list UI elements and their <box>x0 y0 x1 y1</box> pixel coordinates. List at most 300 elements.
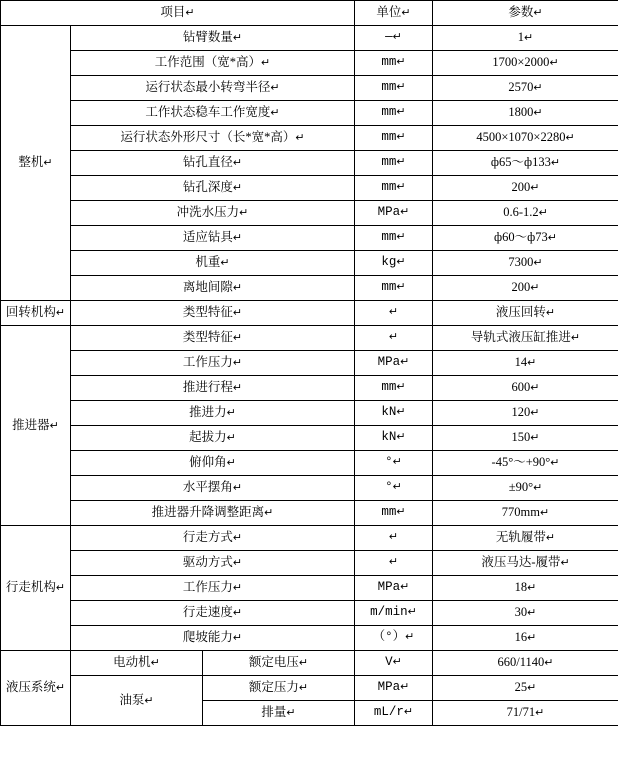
paragraph-mark: ↵ <box>232 582 243 595</box>
row-item-text: 工作压力 <box>182 580 233 595</box>
paragraph-mark: ↵ <box>232 632 243 645</box>
table-row <box>1 126 618 151</box>
table-row <box>1 351 618 376</box>
row-item <box>71 151 355 176</box>
row-item-text: 推进器升降调整距离 <box>151 505 265 520</box>
paragraph-mark: ↵ <box>150 657 160 670</box>
row-unit-text: ° <box>385 480 393 495</box>
paragraph-mark: ↵ <box>400 681 410 694</box>
paragraph-mark: ↵ <box>264 507 274 520</box>
paragraph-mark: ↵ <box>232 157 243 170</box>
group-label <box>1 26 71 301</box>
row-param-text: 7300 <box>508 255 534 270</box>
row-unit <box>355 26 433 51</box>
row-unit <box>355 201 433 226</box>
row-item <box>203 676 355 701</box>
row-param <box>433 701 618 726</box>
row-unit-text: mm <box>381 105 397 120</box>
paragraph-mark: ↵ <box>388 556 399 569</box>
row-item <box>71 76 355 101</box>
paragraph-mark: ↵ <box>298 682 309 695</box>
row-item <box>71 326 355 351</box>
row-unit <box>355 401 433 426</box>
group-label-text: 回转机构 <box>5 305 56 320</box>
table-row <box>1 176 618 201</box>
group-label-text: 推进器 <box>12 417 50 432</box>
row-param <box>433 451 618 476</box>
table-row <box>1 226 618 251</box>
row-item <box>71 576 355 601</box>
row-unit <box>355 701 433 726</box>
table-row <box>1 476 618 501</box>
row-unit <box>355 126 433 151</box>
row-param-text: 600 <box>511 380 531 395</box>
row-param-text: ф60～ф73 <box>494 230 548 245</box>
paragraph-mark: ↵ <box>392 456 402 469</box>
row-item-text: 运行状态最小转弯半径 <box>145 80 271 95</box>
row-param <box>433 426 618 451</box>
paragraph-mark: ↵ <box>547 232 557 245</box>
group-label-text: 液压系统 <box>5 680 56 695</box>
row-unit <box>355 251 433 276</box>
row-unit <box>355 51 433 76</box>
paragraph-mark: ↵ <box>527 582 537 595</box>
row-unit <box>355 551 433 576</box>
paragraph-mark: ↵ <box>405 631 415 644</box>
row-param <box>433 676 618 701</box>
header-unit-text: 单位 <box>376 5 402 20</box>
row-item-text: 冲洗水压力 <box>176 205 240 220</box>
row-unit-text: ° <box>385 455 393 470</box>
row-unit <box>355 101 433 126</box>
paragraph-mark: ↵ <box>530 182 540 195</box>
row-item <box>71 551 355 576</box>
paragraph-mark: ↵ <box>396 381 406 394</box>
row-item-text: 类型特征 <box>182 305 233 320</box>
table-row <box>1 251 618 276</box>
paragraph-mark: ↵ <box>232 607 243 620</box>
row-item-text: 爬坡能力 <box>182 630 233 645</box>
row-item <box>71 426 355 451</box>
table-row <box>1 401 618 426</box>
row-unit-text: mm <box>381 380 397 395</box>
paragraph-mark: ↵ <box>226 432 236 445</box>
row-param <box>433 326 618 351</box>
row-unit-text: mm <box>381 180 397 195</box>
row-unit <box>355 426 433 451</box>
table-row <box>1 651 618 676</box>
row-unit <box>355 76 433 101</box>
row-item-text: 水平摆角 <box>182 480 233 495</box>
row-param-text: 18 <box>514 580 528 595</box>
row-item-text: 类型特征 <box>182 330 233 345</box>
row-unit <box>355 651 433 676</box>
row-item <box>71 126 355 151</box>
paragraph-mark: ↵ <box>232 482 243 495</box>
paragraph-mark: ↵ <box>232 357 243 370</box>
paragraph-mark: ↵ <box>527 607 537 620</box>
row-unit-text: mm <box>381 130 397 145</box>
row-param-text: 无轨履带 <box>495 530 546 545</box>
paragraph-mark: ↵ <box>545 307 556 320</box>
row-item-text: 行走速度 <box>182 605 233 620</box>
table-row <box>1 601 618 626</box>
paragraph-mark: ↵ <box>396 406 406 419</box>
table-row <box>1 301 618 326</box>
row-item <box>71 26 355 51</box>
paragraph-mark: ↵ <box>533 7 543 20</box>
paragraph-mark: ↵ <box>530 407 540 420</box>
paragraph-mark: ↵ <box>400 356 410 369</box>
row-param-text: 1 <box>517 30 525 45</box>
paragraph-mark: ↵ <box>403 706 414 719</box>
paragraph-mark: ↵ <box>232 532 243 545</box>
row-unit-text: — <box>385 30 393 45</box>
row-item <box>71 451 355 476</box>
row-unit <box>355 451 433 476</box>
header-unit <box>355 1 433 26</box>
row-param <box>433 376 618 401</box>
table-body <box>1 1 618 726</box>
paragraph-mark: ↵ <box>185 7 195 20</box>
row-unit <box>355 476 433 501</box>
table-row <box>1 151 618 176</box>
row-param <box>433 276 618 301</box>
row-item <box>71 226 355 251</box>
row-unit <box>355 601 433 626</box>
row-item-text: 推进行程 <box>182 380 233 395</box>
row-item-text: 钻孔深度 <box>182 180 233 195</box>
paragraph-mark: ↵ <box>232 382 243 395</box>
paragraph-mark: ↵ <box>388 531 399 544</box>
row-param <box>433 551 618 576</box>
paragraph-mark: ↵ <box>530 432 540 445</box>
row-param-text: 4500×1070×2280 <box>476 130 566 145</box>
row-param <box>433 126 618 151</box>
paragraph-mark: ↵ <box>220 257 230 270</box>
paragraph-mark: ↵ <box>388 331 399 344</box>
paragraph-mark: ↵ <box>239 207 249 220</box>
paragraph-mark: ↵ <box>401 7 411 20</box>
paragraph-mark: ↵ <box>55 682 66 695</box>
paragraph-mark: ↵ <box>43 157 53 170</box>
row-param-text: 660/1140 <box>497 655 545 670</box>
row-item <box>71 176 355 201</box>
row-unit <box>355 301 433 326</box>
row-unit <box>355 351 433 376</box>
paragraph-mark: ↵ <box>388 306 399 319</box>
row-param <box>433 626 618 651</box>
row-param <box>433 201 618 226</box>
table-row <box>1 326 618 351</box>
row-param <box>433 226 618 251</box>
row-param-text: 30 <box>514 605 528 620</box>
row-item-text: 推进力 <box>189 405 227 420</box>
row-param-text: 0.6-1.2 <box>503 205 539 220</box>
row-unit <box>355 276 433 301</box>
paragraph-mark: ↵ <box>530 382 540 395</box>
row-param-text: ±90° <box>508 480 534 495</box>
row-param <box>433 651 618 676</box>
row-unit-text: mm <box>381 80 397 95</box>
paragraph-mark: ↵ <box>392 481 402 494</box>
row-unit-text: mm <box>381 230 397 245</box>
paragraph-mark: ↵ <box>527 357 537 370</box>
row-item <box>71 526 355 551</box>
row-param-text: 14 <box>514 355 528 370</box>
row-item <box>71 351 355 376</box>
table-row <box>1 576 618 601</box>
paragraph-mark: ↵ <box>55 582 66 595</box>
paragraph-mark: ↵ <box>533 482 543 495</box>
row-param-text: 液压马达-履带 <box>481 555 561 570</box>
row-item-text: 驱动方式 <box>182 555 233 570</box>
row-param-text: 16 <box>514 630 528 645</box>
paragraph-mark: ↵ <box>232 232 243 245</box>
row-param <box>433 301 618 326</box>
table-row <box>1 26 618 51</box>
row-unit-text: kN <box>381 430 397 445</box>
group-label <box>1 301 71 326</box>
row-param-text: 导轨式液压缸推进 <box>470 330 571 345</box>
row-item <box>71 51 355 76</box>
header-item-text: 项目 <box>160 5 186 20</box>
row-item <box>71 601 355 626</box>
row-item <box>71 101 355 126</box>
table-row <box>1 101 618 126</box>
paragraph-mark: ↵ <box>550 457 560 470</box>
row-item-text: 俯仰角 <box>189 455 227 470</box>
paragraph-mark: ↵ <box>527 682 537 695</box>
paragraph-mark: ↵ <box>298 657 309 670</box>
row-unit <box>355 626 433 651</box>
paragraph-mark: ↵ <box>407 606 417 619</box>
row-item <box>71 201 355 226</box>
row-param <box>433 251 618 276</box>
table-row <box>1 551 618 576</box>
paragraph-mark: ↵ <box>226 407 236 420</box>
row-item <box>71 476 355 501</box>
paragraph-mark: ↵ <box>270 82 280 95</box>
row-item-text: 额定压力 <box>248 680 299 695</box>
paragraph-mark: ↵ <box>396 256 406 269</box>
row-unit <box>355 676 433 701</box>
row-unit-text: kN <box>381 405 397 420</box>
paragraph-mark: ↵ <box>538 207 548 220</box>
row-unit-text: mm <box>381 55 397 70</box>
row-item-text: 适应钻具 <box>182 230 233 245</box>
row-param <box>433 176 618 201</box>
row-unit-text: MPa <box>377 205 401 220</box>
row-item-text: 额定电压 <box>248 655 299 670</box>
paragraph-mark: ↵ <box>286 707 296 720</box>
paragraph-mark: ↵ <box>524 32 534 45</box>
row-item-text: 工作状态稳车工作宽度 <box>145 105 271 120</box>
row-param-text: ф65～ф133 <box>490 155 551 170</box>
paragraph-mark: ↵ <box>396 181 406 194</box>
paragraph-mark: ↵ <box>530 282 540 295</box>
header-param-text: 参数 <box>508 5 534 20</box>
group-label <box>1 326 71 526</box>
row-item-text: 工作压力 <box>182 355 233 370</box>
row-unit-text: m/min <box>370 605 408 620</box>
row-param <box>433 76 618 101</box>
row-item-text: 机重 <box>195 255 221 270</box>
row-item <box>203 651 355 676</box>
row-item <box>71 276 355 301</box>
row-unit <box>355 326 433 351</box>
row-unit-text: mm <box>381 155 397 170</box>
row-item-text: 起拔力 <box>189 430 227 445</box>
row-item <box>71 401 355 426</box>
paragraph-mark: ↵ <box>392 656 402 669</box>
table-row <box>1 426 618 451</box>
subgroup-label-text: 油泵 <box>119 692 145 707</box>
header-item <box>1 1 355 26</box>
paragraph-mark: ↵ <box>550 157 561 170</box>
row-unit <box>355 226 433 251</box>
row-unit <box>355 526 433 551</box>
table-row <box>1 76 618 101</box>
paragraph-mark: ↵ <box>544 657 554 670</box>
paragraph-mark: ↵ <box>396 431 406 444</box>
row-unit <box>355 376 433 401</box>
subgroup-label-text: 电动机 <box>113 655 151 670</box>
table-header-row <box>1 1 618 26</box>
row-item <box>71 626 355 651</box>
row-param-text: 2570 <box>508 80 534 95</box>
paragraph-mark: ↵ <box>49 419 59 432</box>
paragraph-mark: ↵ <box>232 307 243 320</box>
row-param-text: 1700×2000 <box>492 55 550 70</box>
row-param-text: -45°～+90° <box>491 455 551 470</box>
row-item <box>71 301 355 326</box>
row-item <box>71 501 355 526</box>
paragraph-mark: ↵ <box>545 532 556 545</box>
row-item-text: 运行状态外形尺寸（长*宽*高） <box>120 130 296 145</box>
row-unit-text: V <box>385 655 393 670</box>
row-unit <box>355 151 433 176</box>
paragraph-mark: ↵ <box>400 581 410 594</box>
row-item-text: 离地间隙 <box>182 280 233 295</box>
row-param <box>433 26 618 51</box>
group-label <box>1 651 71 726</box>
table-row <box>1 451 618 476</box>
row-param <box>433 101 618 126</box>
table-row <box>1 501 618 526</box>
row-unit <box>355 501 433 526</box>
row-param <box>433 401 618 426</box>
paragraph-mark: ↵ <box>232 282 243 295</box>
row-param-text: 200 <box>511 180 531 195</box>
row-unit-text: MPa <box>377 580 401 595</box>
row-unit-text: mm <box>381 505 397 520</box>
row-unit-text: （°） <box>372 630 406 645</box>
row-unit <box>355 576 433 601</box>
table-row <box>1 626 618 651</box>
table-row <box>1 376 618 401</box>
paragraph-mark: ↵ <box>570 332 581 345</box>
paragraph-mark: ↵ <box>261 57 271 70</box>
paragraph-mark: ↵ <box>232 182 243 195</box>
table-row <box>1 201 618 226</box>
row-item-text: 钻孔直径 <box>182 155 233 170</box>
row-unit <box>355 176 433 201</box>
paragraph-mark: ↵ <box>540 507 550 520</box>
row-param-text: 200 <box>511 280 531 295</box>
row-param <box>433 51 618 76</box>
paragraph-mark: ↵ <box>527 632 537 645</box>
paragraph-mark: ↵ <box>533 107 543 120</box>
paragraph-mark: ↵ <box>396 106 406 119</box>
row-param <box>433 151 618 176</box>
row-item <box>203 701 355 726</box>
paragraph-mark: ↵ <box>560 557 570 570</box>
row-param-text: 71/71 <box>506 705 536 720</box>
paragraph-mark: ↵ <box>144 694 154 707</box>
paragraph-mark: ↵ <box>396 506 406 519</box>
paragraph-mark: ↵ <box>232 332 243 345</box>
table-row <box>1 276 618 301</box>
table-row <box>1 676 618 701</box>
paragraph-mark: ↵ <box>549 57 559 70</box>
row-param-text: 150 <box>511 430 531 445</box>
paragraph-mark: ↵ <box>396 281 406 294</box>
row-param-text: 液压回转 <box>495 305 546 320</box>
row-param <box>433 501 618 526</box>
paragraph-mark: ↵ <box>396 231 406 244</box>
paragraph-mark: ↵ <box>295 132 305 145</box>
row-unit-text: MPa <box>377 680 401 695</box>
row-unit-text: MPa <box>377 355 401 370</box>
subgroup-label <box>71 651 203 676</box>
table-row <box>1 526 618 551</box>
group-label <box>1 526 71 651</box>
row-item-text: 行走方式 <box>182 530 233 545</box>
paragraph-mark: ↵ <box>232 32 243 45</box>
group-label-text: 行走机构 <box>5 580 56 595</box>
subgroup-label <box>71 676 203 726</box>
paragraph-mark: ↵ <box>400 206 410 219</box>
group-label-text: 整机 <box>18 155 44 170</box>
paragraph-mark: ↵ <box>396 156 406 169</box>
paragraph-mark: ↵ <box>533 257 543 270</box>
paragraph-mark: ↵ <box>396 81 406 94</box>
row-param <box>433 576 618 601</box>
row-item <box>71 251 355 276</box>
paragraph-mark: ↵ <box>565 132 575 145</box>
row-param-text: 1800 <box>508 105 534 120</box>
table-row <box>1 51 618 76</box>
row-item-text: 工作范围（宽*高） <box>154 55 262 70</box>
paragraph-mark: ↵ <box>392 31 402 44</box>
row-unit-text: mL/r <box>373 705 404 720</box>
paragraph-mark: ↵ <box>232 557 243 570</box>
paragraph-mark: ↵ <box>270 107 280 120</box>
paragraph-mark: ↵ <box>396 131 406 144</box>
row-param-text: 25 <box>514 680 528 695</box>
row-item <box>71 376 355 401</box>
row-item-text: 钻臂数量 <box>182 30 233 45</box>
row-param <box>433 601 618 626</box>
paragraph-mark: ↵ <box>535 707 545 720</box>
paragraph-mark: ↵ <box>533 82 543 95</box>
row-param-text: 770mm <box>501 505 540 520</box>
paragraph-mark: ↵ <box>55 307 66 320</box>
header-param <box>433 1 618 26</box>
row-item-text: 排量 <box>261 705 287 720</box>
row-param <box>433 476 618 501</box>
